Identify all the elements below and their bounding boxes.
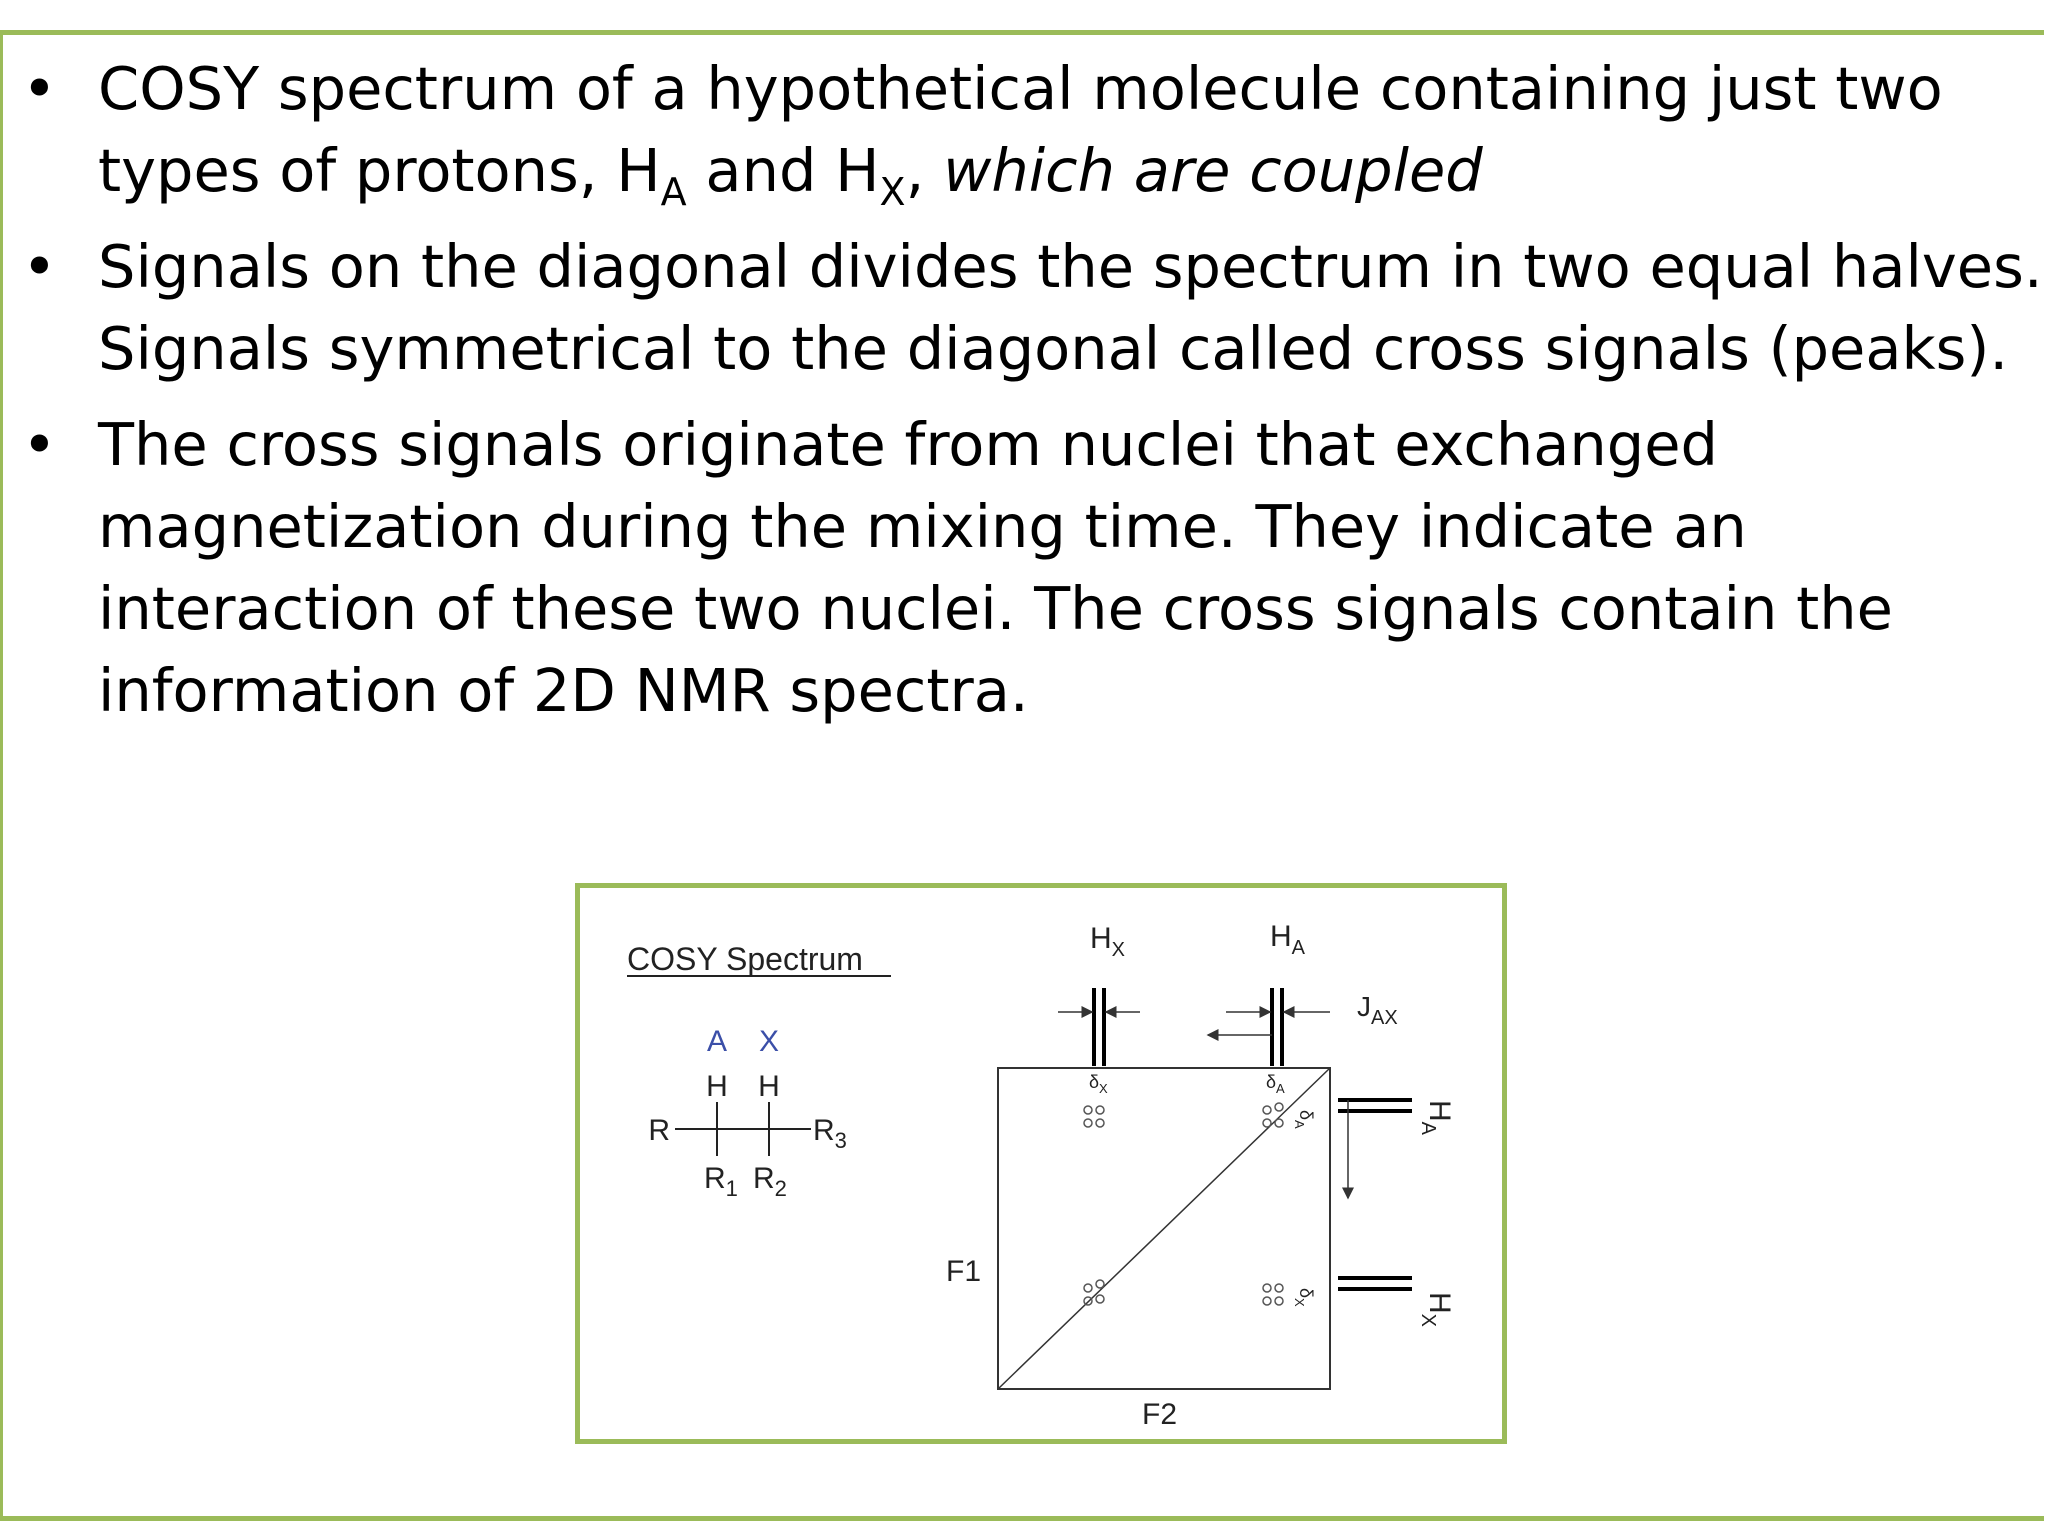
hx-doublet-side (1338, 1278, 1412, 1289)
r2-group: $R_2$ (753, 1162, 787, 1201)
r-group: R (648, 1114, 670, 1147)
bullet-1-comma: , (905, 136, 944, 205)
hx-top-label: $H_X$ (1090, 922, 1126, 961)
bullet-1-text-and: and H (686, 136, 880, 205)
bullet-dot: • (22, 410, 57, 479)
hx-doublet-top (1058, 988, 1140, 1066)
subscript-a: A (660, 170, 687, 214)
ha-side-label: $H_A$ (1417, 1100, 1456, 1136)
figure-title: COSY Spectrum (627, 941, 863, 977)
f2-axis-label: F2 (1142, 1398, 1178, 1431)
bullet-item-2 (0, 226, 2048, 390)
r3-group: $R_3$ (813, 1114, 847, 1153)
bullet-1-italic: which are coupled (943, 136, 1483, 205)
diagonal-line (998, 1068, 1330, 1389)
delta-a-top: $\delta_A$ (1266, 1072, 1285, 1096)
subscript-x: X (879, 170, 906, 214)
cosy-diagram (580, 888, 1502, 1439)
hx-side-label: $H_X$ (1417, 1292, 1456, 1328)
r1-group: $R_1$ (704, 1162, 738, 1201)
molecule-structure (648, 1025, 847, 1201)
cross-peak-upper (1084, 1106, 1104, 1127)
h-right: H (758, 1070, 780, 1103)
h-left: H (706, 1070, 728, 1103)
cross-peak-lower (1263, 1284, 1283, 1305)
bullet-3-text: The cross signals originate from nuclei that exchanged magnetization during the mixing time. They indicate an interaction of these two nuclei. The cross signals contain the information of 2D NMR spectra. (98, 410, 1893, 725)
bullet-list (0, 48, 2048, 746)
bullet-2-text: Signals on the diagonal divides the spectrum in two equal halves. Signals symmetrical to the diagonal called cross signals (peaks). (98, 232, 2043, 383)
jax-label: $J_{AX}$ (1357, 991, 1398, 1029)
f1-axis-label: F1 (946, 1255, 982, 1288)
label-a: A (706, 1025, 728, 1058)
ha-doublet-side (1338, 1100, 1412, 1198)
cosy-figure (575, 883, 1507, 1444)
bullet-1-text: COSY spectrum of a hypothetical molecule containing just two types of protons, H (98, 54, 1943, 205)
bullet-dot: • (22, 54, 57, 123)
bullet-dot: • (22, 232, 57, 301)
label-x: X (758, 1025, 780, 1058)
delta-x-side: $\delta_X$ (1292, 1288, 1316, 1307)
bullet-item-3 (0, 404, 2048, 732)
ha-doublet-top (1208, 988, 1330, 1066)
delta-a-side: $\delta_A$ (1292, 1110, 1316, 1129)
bullet-item-1 (0, 48, 2048, 212)
delta-x-top: $\delta_X$ (1089, 1072, 1108, 1096)
diagonal-peak-x (1084, 1280, 1104, 1305)
ha-top-label: $H_A$ (1270, 920, 1306, 959)
